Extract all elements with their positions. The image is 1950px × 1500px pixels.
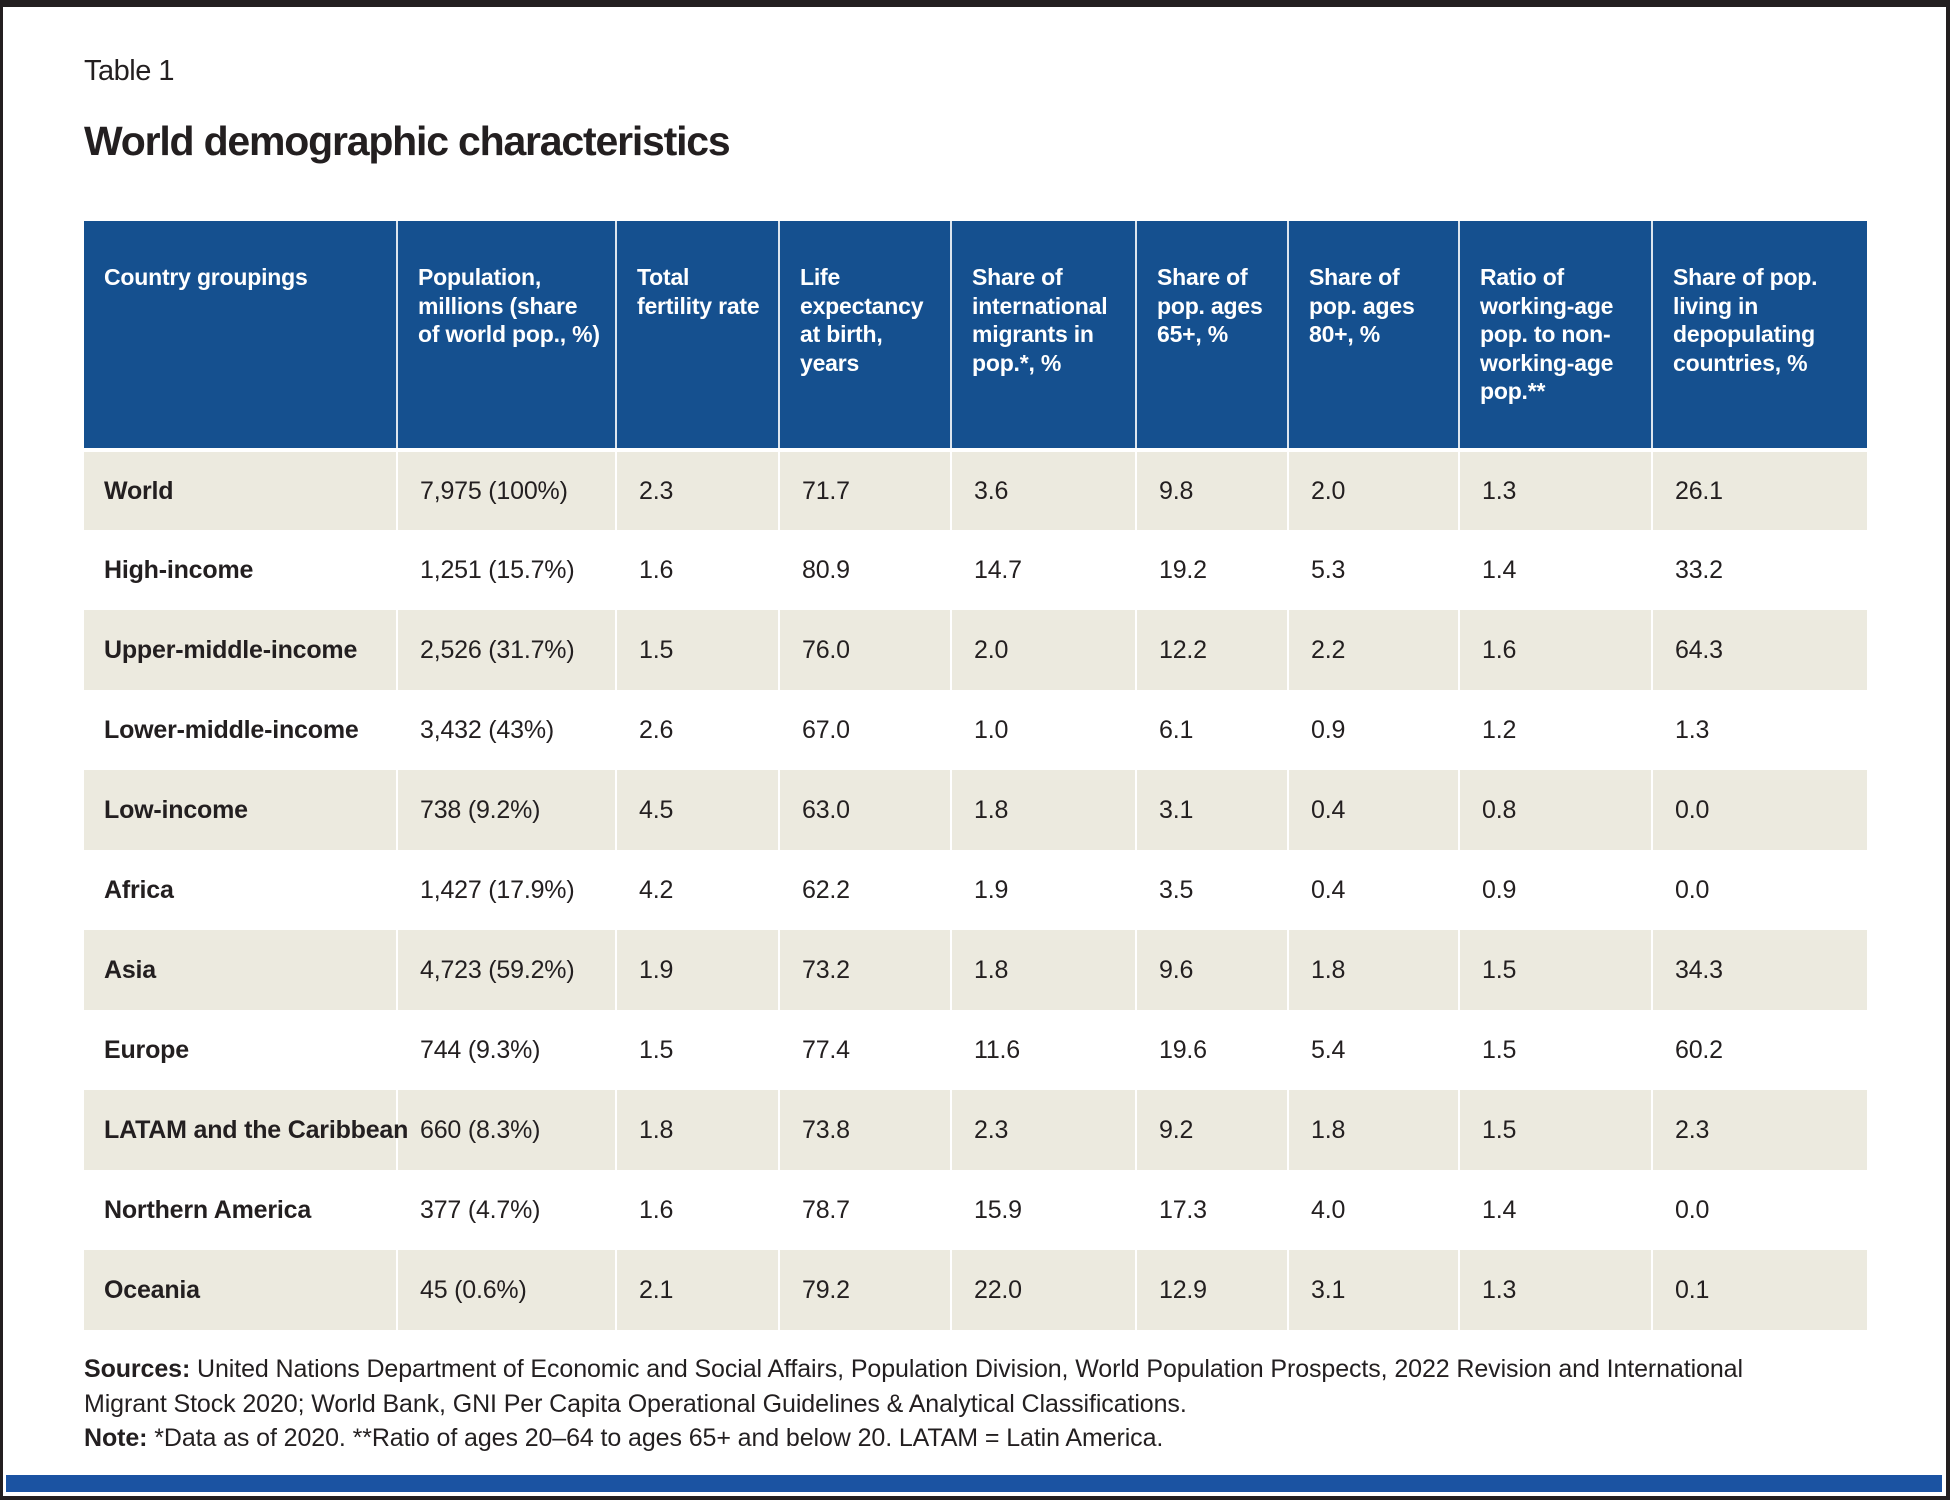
table-cell: 1.0 bbox=[951, 690, 1136, 770]
table-cell: 1.5 bbox=[616, 610, 779, 690]
table-cell: 1.8 bbox=[1288, 930, 1459, 1010]
table-cell: 2.1 bbox=[616, 1250, 779, 1330]
table-cell: 1.4 bbox=[1459, 1170, 1652, 1250]
table-row bbox=[84, 770, 1867, 850]
table-cell: 1.8 bbox=[1288, 1090, 1459, 1170]
table-cell: 1.8 bbox=[951, 930, 1136, 1010]
table-cell: 738 (9.2%) bbox=[397, 770, 616, 850]
table-cell: 1.9 bbox=[616, 930, 779, 1010]
table-cell: 1.6 bbox=[616, 530, 779, 610]
table-cell: 4,723 (59.2%) bbox=[397, 930, 616, 1010]
table-cell: 4.0 bbox=[1288, 1170, 1459, 1250]
table-cell: 34.3 bbox=[1652, 930, 1867, 1010]
table-cell: 17.3 bbox=[1136, 1170, 1288, 1250]
row-label: Oceania bbox=[84, 1250, 397, 1330]
table-row bbox=[84, 1090, 1867, 1170]
table-cell: 0.0 bbox=[1652, 1170, 1867, 1250]
header-row bbox=[84, 221, 1867, 450]
table-cell: 79.2 bbox=[779, 1250, 951, 1330]
column-header: Share of pop. ages 65+, % bbox=[1136, 221, 1288, 450]
table-cell: 0.4 bbox=[1288, 770, 1459, 850]
table-cell: 0.0 bbox=[1652, 770, 1867, 850]
row-label: Northern America bbox=[84, 1170, 397, 1250]
row-label: Europe bbox=[84, 1010, 397, 1090]
table-cell: 377 (4.7%) bbox=[397, 1170, 616, 1250]
note-text: *Data as of 2020. **Ratio of ages 20–64 to ages 65+ and below 20. LATAM = Latin America. bbox=[147, 1424, 1164, 1452]
table-cell: 62.2 bbox=[779, 850, 951, 930]
table-cell: 2,526 (31.7%) bbox=[397, 610, 616, 690]
table-cell: 45 (0.6%) bbox=[397, 1250, 616, 1330]
column-header: Population, millions (share of world pop., %) bbox=[397, 221, 616, 450]
table-cell: 1.5 bbox=[1459, 1010, 1652, 1090]
row-label: Africa bbox=[84, 850, 397, 930]
row-label: High-income bbox=[84, 530, 397, 610]
table-cell: 1.2 bbox=[1459, 690, 1652, 770]
table-cell: 14.7 bbox=[951, 530, 1136, 610]
table-cell: 33.2 bbox=[1652, 530, 1867, 610]
table-cell: 1.8 bbox=[616, 1090, 779, 1170]
table-cell: 76.0 bbox=[779, 610, 951, 690]
table-cell: 12.2 bbox=[1136, 610, 1288, 690]
table-cell: 1.8 bbox=[951, 770, 1136, 850]
demographics-table bbox=[84, 221, 1867, 1330]
row-label: Lower-middle-income bbox=[84, 690, 397, 770]
row-label: Low-income bbox=[84, 770, 397, 850]
table-row bbox=[84, 1010, 1867, 1090]
table-cell: 0.0 bbox=[1652, 850, 1867, 930]
table-cell: 0.8 bbox=[1459, 770, 1652, 850]
column-header: Life expectancy at birth, years bbox=[779, 221, 951, 450]
table-cell: 5.3 bbox=[1288, 530, 1459, 610]
table-cell: 9.6 bbox=[1136, 930, 1288, 1010]
table-cell: 4.2 bbox=[616, 850, 779, 930]
row-label: World bbox=[84, 450, 397, 530]
table-row bbox=[84, 530, 1867, 610]
table-row bbox=[84, 1170, 1867, 1250]
table-cell: 744 (9.3%) bbox=[397, 1010, 616, 1090]
table-header bbox=[84, 221, 1867, 450]
row-label: Upper-middle-income bbox=[84, 610, 397, 690]
table-cell: 1.3 bbox=[1459, 450, 1652, 530]
table-cell: 1.5 bbox=[1459, 1090, 1652, 1170]
table-cell: 77.4 bbox=[779, 1010, 951, 1090]
table-row bbox=[84, 690, 1867, 770]
table-cell: 3.1 bbox=[1136, 770, 1288, 850]
table-cell: 3,432 (43%) bbox=[397, 690, 616, 770]
column-header: Share of international migrants in pop.*, % bbox=[951, 221, 1136, 450]
table-cell: 2.6 bbox=[616, 690, 779, 770]
table-cell: 1.6 bbox=[1459, 610, 1652, 690]
column-header: Share of pop. ages 80+, % bbox=[1288, 221, 1459, 450]
table-cell: 3.1 bbox=[1288, 1250, 1459, 1330]
table-cell: 80.9 bbox=[779, 530, 951, 610]
table-row bbox=[84, 850, 1867, 930]
table-cell: 78.7 bbox=[779, 1170, 951, 1250]
table-cell: 0.9 bbox=[1288, 690, 1459, 770]
table-cell: 19.6 bbox=[1136, 1010, 1288, 1090]
sources-text: United Nations Department of Economic and Social Affairs, Population Division, World Population Prospects, 2022 Revision and International Migrant Stock 2020; World Bank, GNI Per Capita Operational Guidelines & Analytical Classifications. bbox=[84, 1355, 1743, 1418]
table-cell: 1.6 bbox=[616, 1170, 779, 1250]
table-cell: 3.6 bbox=[951, 450, 1136, 530]
table-cell: 73.8 bbox=[779, 1090, 951, 1170]
footer-accent-bar bbox=[6, 1475, 1942, 1492]
sources-label: Sources: bbox=[84, 1355, 191, 1383]
table-row bbox=[84, 450, 1867, 530]
sources-line bbox=[84, 1352, 1764, 1421]
row-label: LATAM and the Caribbean bbox=[84, 1090, 397, 1170]
table-cell: 9.8 bbox=[1136, 450, 1288, 530]
table-cell: 64.3 bbox=[1652, 610, 1867, 690]
table-cell: 60.2 bbox=[1652, 1010, 1867, 1090]
table-cell: 22.0 bbox=[951, 1250, 1136, 1330]
table-cell: 1,251 (15.7%) bbox=[397, 530, 616, 610]
table-cell: 5.4 bbox=[1288, 1010, 1459, 1090]
table-cell: 26.1 bbox=[1652, 450, 1867, 530]
column-header: Ratio of working-age pop. to non-working-age pop.** bbox=[1459, 221, 1652, 450]
table-cell: 15.9 bbox=[951, 1170, 1136, 1250]
table-cell: 1.5 bbox=[616, 1010, 779, 1090]
table-body bbox=[84, 450, 1867, 1330]
table-cell: 2.3 bbox=[1652, 1090, 1867, 1170]
note-line bbox=[84, 1421, 1764, 1456]
page-content bbox=[3, 7, 1946, 1456]
table-cell: 1.4 bbox=[1459, 530, 1652, 610]
table-cell: 12.9 bbox=[1136, 1250, 1288, 1330]
table-row bbox=[84, 930, 1867, 1010]
table-cell: 6.1 bbox=[1136, 690, 1288, 770]
table-cell: 9.2 bbox=[1136, 1090, 1288, 1170]
table-footnotes bbox=[84, 1352, 1764, 1456]
table-cell: 73.2 bbox=[779, 930, 951, 1010]
table-cell: 4.5 bbox=[616, 770, 779, 850]
table-cell: 67.0 bbox=[779, 690, 951, 770]
table-cell: 1.3 bbox=[1652, 690, 1867, 770]
table-cell: 2.0 bbox=[1288, 450, 1459, 530]
page-title: World demographic characteristics bbox=[84, 118, 730, 164]
table-cell: 71.7 bbox=[779, 450, 951, 530]
table-cell: 2.3 bbox=[951, 1090, 1136, 1170]
table-cell: 0.1 bbox=[1652, 1250, 1867, 1330]
table-cell: 1,427 (17.9%) bbox=[397, 850, 616, 930]
table-row bbox=[84, 610, 1867, 690]
table-cell: 1.3 bbox=[1459, 1250, 1652, 1330]
column-header: Total fertility rate bbox=[616, 221, 779, 450]
table-cell: 2.3 bbox=[616, 450, 779, 530]
table-cell: 0.4 bbox=[1288, 850, 1459, 930]
note-label: Note: bbox=[84, 1424, 148, 1452]
table-row bbox=[84, 1250, 1867, 1330]
table-cell: 2.0 bbox=[951, 610, 1136, 690]
table-cell: 63.0 bbox=[779, 770, 951, 850]
table-cell: 660 (8.3%) bbox=[397, 1090, 616, 1170]
column-header: Share of pop. living in depopulating countries, % bbox=[1652, 221, 1867, 450]
table-cell: 2.2 bbox=[1288, 610, 1459, 690]
table-number-label: Table 1 bbox=[84, 55, 175, 87]
table-cell: 7,975 (100%) bbox=[397, 450, 616, 530]
table-cell: 0.9 bbox=[1459, 850, 1652, 930]
column-header: Country groupings bbox=[84, 221, 397, 450]
table-cell: 11.6 bbox=[951, 1010, 1136, 1090]
table-cell: 19.2 bbox=[1136, 530, 1288, 610]
row-label: Asia bbox=[84, 930, 397, 1010]
table-cell: 3.5 bbox=[1136, 850, 1288, 930]
table-cell: 1.9 bbox=[951, 850, 1136, 930]
table-cell: 1.5 bbox=[1459, 930, 1652, 1010]
